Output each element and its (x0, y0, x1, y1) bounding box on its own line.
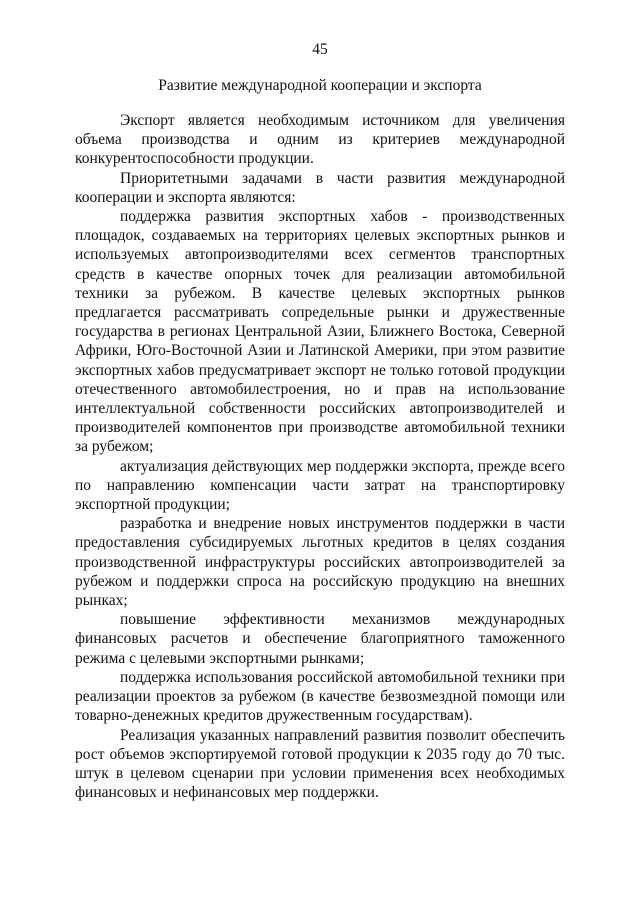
page-number: 45 (312, 41, 328, 58)
list-item-export-hubs: поддержка развития экспортных хабов - производственных площадок, создаваемых на территориях целевых экспортных рынков и используемых автопроизводителями всех сегментов транспортных средств в качестве опорных точек для реализации автомобильной техники за рубежом. В качестве целевых экспортных рынков предлагается рассматривать сопредельные рынки и дружественные государства в регионах Центральной Азии, Ближнего Востока, Северной Африки, Юго-Восточной Азии и Латинской Америки, при этом развитие экспортных хабов предусматривает экспорт не только готовой продукции отечественного автомобилестроения, но и прав на использование интеллектуальной собственности российских автопроизводителей и производителей компонентов при производстве автомобильной техники за рубежом; (75, 208, 565, 456)
paragraph-export-intro: Экспорт является необходимым источником для увеличения объема производства и одним из критериев международной конкурентоспособности продукции. (75, 112, 565, 168)
paragraph-export-target: Реализация указанных направлений развития позволит обеспечить рост объемов экспортируемой готовой продукции к 2035 году до 70 тыс. штук в целевом сценарии при условии применения всех необходимых финансовых и нефинансовых мер поддержки. (75, 726, 565, 802)
section-title: Развитие международной кооперации и экспорта (158, 77, 482, 94)
list-item-russian-vehicles-abroad: поддержка использования российской автомобильной техники при реализации проектов за рубежом (в качестве безвозмездной помощи или товарно-денежных кредитов дружественным государствам). (75, 668, 565, 725)
list-item-new-instruments: разработка и внедрение новых инструментов поддержки в части предоставления субсидируемых льготных кредитов в целях создания производственной инфраструктуры российских автопроизводителей за рубежом и поддержки спроса на российскую продукцию на внешних рынках; (75, 515, 565, 610)
document-body (75, 111, 565, 802)
list-item-support-measures: актуализация действующих мер поддержки экспорта, прежде всего по направлению компенсации части затрат на транспортировку экспортной продукции; (75, 457, 565, 514)
list-item-financial-mechanisms: повышение эффективности механизмов международных финансовых расчетов и обеспечение благоприятного таможенного режима с целевыми экспортными рынками; (75, 611, 565, 667)
paragraph-priority-tasks: Приоритетными задачами в части развития международной кооперации и экспорта являются: (75, 169, 565, 206)
